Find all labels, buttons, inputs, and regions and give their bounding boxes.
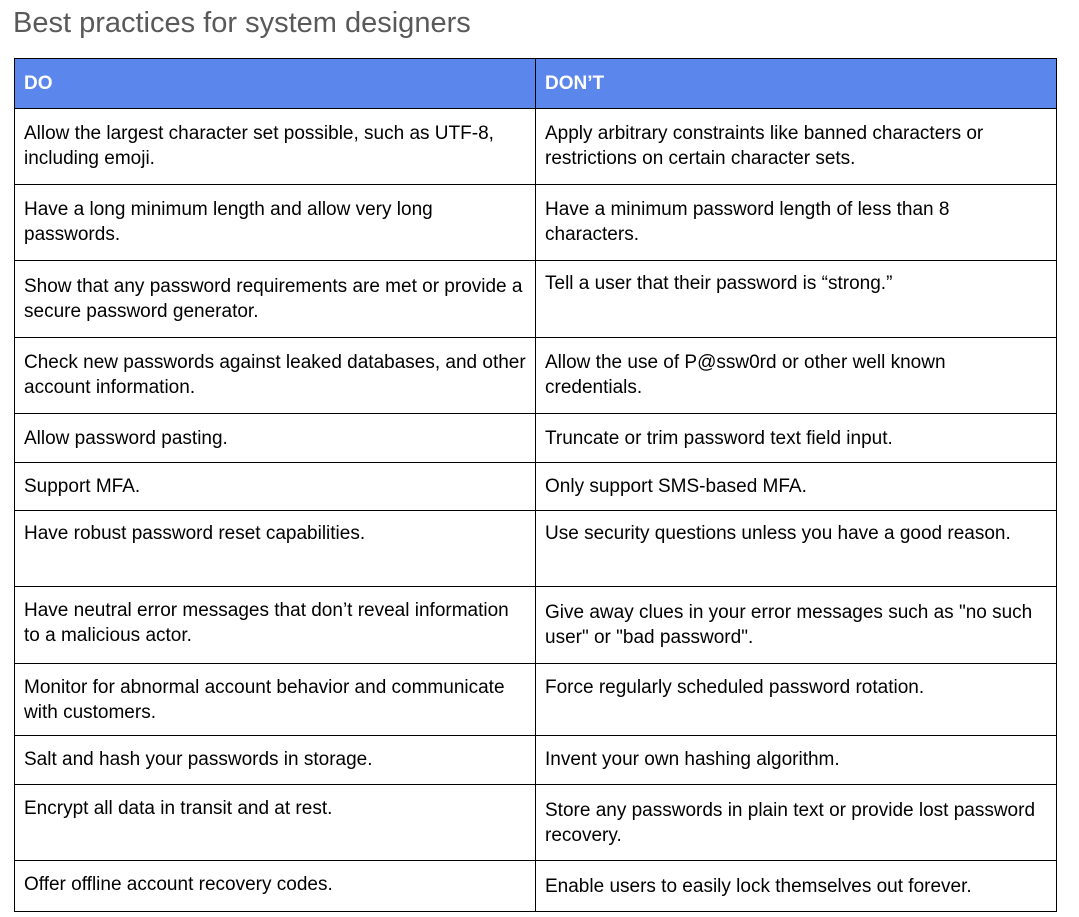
dont-cell-text: Have a minimum password length of less than 8 characters. [545, 199, 950, 245]
dont-cell-text: Apply arbitrary constraints like banned characters or restrictions on certain character sets. [545, 123, 984, 169]
do-cell [15, 664, 536, 736]
do-cell-text: Allow password pasting. [24, 428, 228, 449]
table-row [15, 261, 1057, 338]
dont-cell [536, 109, 1057, 185]
do-cell-text: Monitor for abnormal account behavior and communicate with customers. [24, 677, 505, 723]
page-title: Best practices for system designers [13, 7, 471, 39]
table-row [15, 664, 1057, 736]
table-row [15, 185, 1057, 261]
table-row [15, 736, 1057, 785]
do-cell [15, 785, 536, 861]
table-row [15, 414, 1057, 463]
table-row [15, 861, 1057, 912]
do-cell [15, 861, 536, 912]
do-cell-text: Show that any password requirements are met or provide a secure password generator. [24, 276, 523, 322]
table-row [15, 785, 1057, 861]
table-header-row [15, 59, 1057, 109]
dont-cell-text: Enable users to easily lock themselves out forever. [545, 876, 972, 897]
do-cell [15, 511, 536, 587]
table-row [15, 338, 1057, 414]
dont-cell-text: Truncate or trim password text field input. [545, 428, 893, 449]
dont-cell [536, 185, 1057, 261]
table-row [15, 109, 1057, 185]
dont-cell-text: Only support SMS-based MFA. [545, 476, 807, 497]
do-cell-text: Offer offline account recovery codes. [24, 874, 333, 895]
table-row [15, 463, 1057, 511]
column-header-do: DO [15, 59, 536, 109]
do-cell [15, 414, 536, 463]
do-cell [15, 338, 536, 414]
column-header-dont: DON’T [536, 59, 1057, 109]
dont-cell [536, 785, 1057, 861]
dont-cell [536, 414, 1057, 463]
do-cell-text: Encrypt all data in transit and at rest. [24, 798, 333, 819]
do-dont-table [14, 58, 1057, 912]
dont-cell [536, 463, 1057, 511]
do-cell-text: Salt and hash your passwords in storage. [24, 749, 373, 770]
dont-cell [536, 261, 1057, 338]
do-cell-text: Have neutral error messages that don’t reveal information to a malicious actor. [24, 600, 509, 646]
dont-cell [536, 511, 1057, 587]
dont-cell-text: Use security questions unless you have a good reason. [545, 523, 1011, 544]
do-cell [15, 463, 536, 511]
dont-cell-text: Allow the use of P@ssw0rd or other well known credentials. [545, 352, 946, 398]
dont-cell-text: Tell a user that their password is “strong.” [545, 273, 893, 294]
do-cell [15, 261, 536, 338]
do-cell [15, 587, 536, 664]
dont-cell [536, 861, 1057, 912]
dont-cell [536, 736, 1057, 785]
do-cell-text: Have a long minimum length and allow very long passwords. [24, 199, 433, 245]
dont-cell [536, 587, 1057, 664]
dont-cell-text: Force regularly scheduled password rotation. [545, 677, 925, 698]
dont-cell-text: Give away clues in your error messages such as "no such user" or "bad password". [545, 602, 1033, 648]
do-cell-text: Allow the largest character set possible, such as UTF-8, including emoji. [24, 123, 494, 169]
do-cell-text: Check new passwords against leaked databases, and other account information. [24, 352, 526, 398]
dont-cell-text: Invent your own hashing algorithm. [545, 749, 840, 770]
table-row [15, 511, 1057, 587]
do-cell [15, 185, 536, 261]
dont-cell [536, 338, 1057, 414]
do-cell [15, 109, 536, 185]
do-cell [15, 736, 536, 785]
do-cell-text: Have robust password reset capabilities. [24, 523, 366, 544]
dont-cell [536, 664, 1057, 736]
dont-cell-text: Store any passwords in plain text or provide lost password recovery. [545, 800, 1036, 846]
table-row [15, 587, 1057, 664]
do-cell-text: Support MFA. [24, 476, 141, 497]
